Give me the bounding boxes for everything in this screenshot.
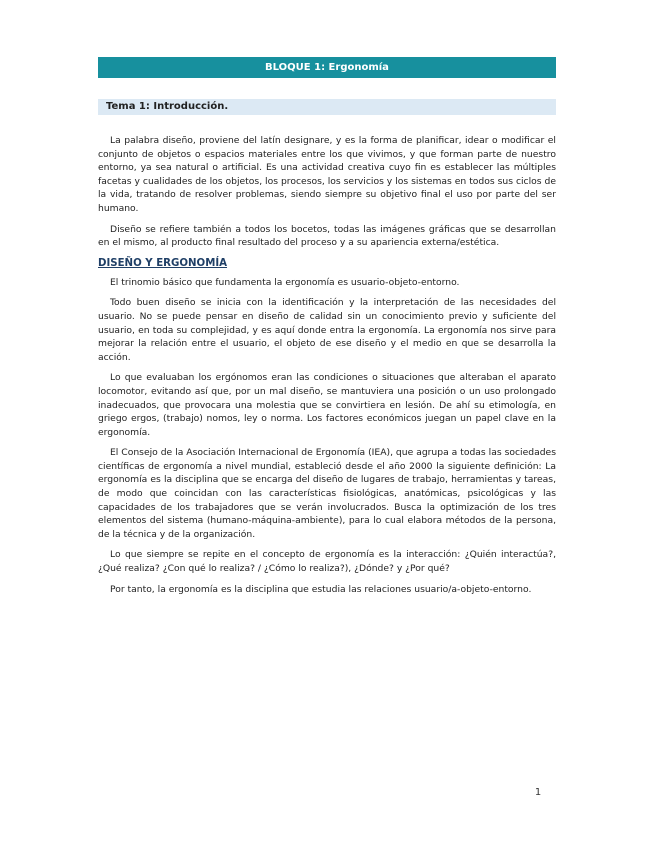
- intro-paragraph-1: La palabra diseño, proviene del latín designare, y es la forma de planificar, idear o modificar el conjunto de objetos o espacios materiales entre los que vivimos, y que forman parte de nuestro entorno, ya sea natural o artificial. Es una actividad creativa cuyo fin es establecer las múltiples facetas y cualidades de los objetos, los procesos, los servicios y los sistemas en todos sus ciclos de la vida, tratando de resolver problemas, siendo siempre su objetivo final el uso por parte del ser humano.: [98, 135, 556, 214]
- page-number: 1: [534, 787, 542, 798]
- block-banner: BLOQUE 1: Ergonomía: [98, 57, 556, 78]
- section-paragraph-5: Lo que siempre se repite en el concepto de ergonomía es la interacción: ¿Quién interactúa?, ¿Qué realiza? ¿Con qué lo realiza? / ¿Cómo lo realiza?), ¿Dónde? y ¿Por qué?: [98, 549, 556, 575]
- document-body: [98, 134, 556, 603]
- section-paragraph-1: El trinomio básico que fundamenta la ergonomía es usuario-objeto-entorno.: [110, 276, 460, 288]
- topic-heading-text: Tema 1: Introducción.: [106, 101, 229, 112]
- section-paragraph-4: El Consejo de la Asociación Internacional de Ergonomía (IEA), que agrupa a todas las sociedades científicas de ergonomía a nivel mundial, estableció desde el año 2000 la siguiente definición: La ergonomía es la disciplina que se encarga del diseño de lugares de trabajo, herramientas y tareas, de modo que coincidan con las características fisiológicas, anatómicas, psicológicas y las capacidades de los trabajadores que se verán involucrados. Busca la optimización de los tres elementos del sistema (humano-máquina-ambiente), para lo cual elabora métodos de la persona, de la técnica y de la organización.: [98, 447, 556, 540]
- intro-paragraph-2: Diseño se refiere también a todos los bocetos, todas las imágenes gráficas que se desarrollan en el mismo, al producto final resultado del proceso y a su apariencia externa/estética.: [98, 223, 556, 249]
- topic-heading: [98, 99, 556, 115]
- section-paragraph-2: Todo buen diseño se inicia con la identificación y la interpretación de las necesidades del usuario. No se puede pensar en diseño de calidad sin un conocimiento previo y suficiente del usuario, en toda su complejidad, y es aquí donde entra la ergonomía. La ergonomía nos sirve para mejorar la relación entre el usuario, el objeto de ese diseño y el medio en que se desarrolla la acción.: [98, 297, 556, 363]
- section-paragraph-3: Lo que evaluaban los ergónomos eran las condiciones o situaciones que alteraban el aparato locomotor, evitando así que, por un mal diseño, se mantuviera una posición o un uso prolongado inadecuados, que provocara una molestia que se convirtiera en lesión. De ahí su etimología, en griego ergos, (trabajo) nomos, ley o norma. Los factores económicos juegan un papel clave en la ergonomía.: [98, 372, 556, 438]
- section-title: DISEÑO Y ERGONOMÍA: [98, 257, 228, 269]
- section-paragraph-6: Por tanto, la ergonomía es la disciplina que estudia las relaciones usuario/a-objeto-entorno.: [110, 583, 532, 595]
